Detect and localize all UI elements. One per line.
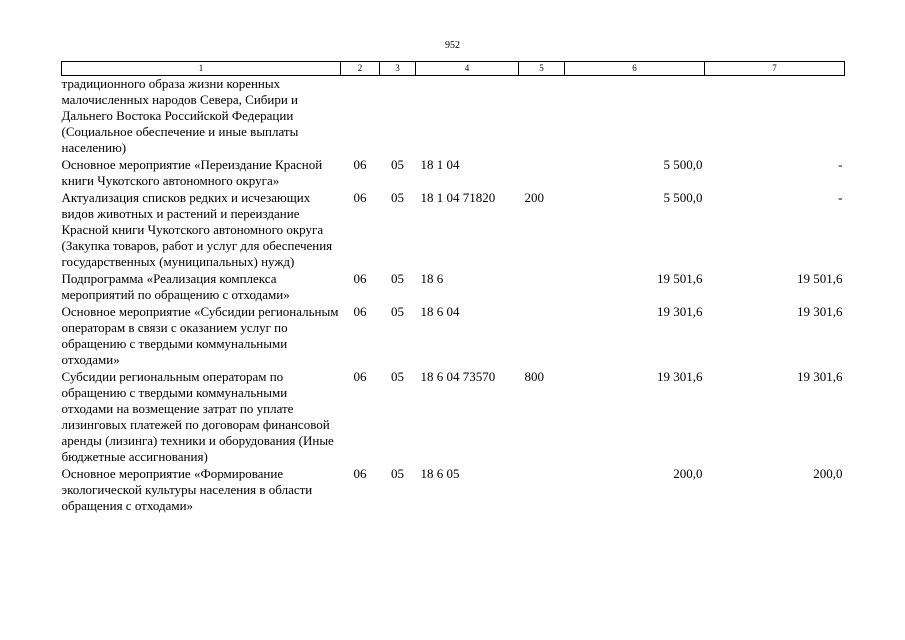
header-col-2: 2: [341, 62, 380, 76]
header-col-7: 7: [705, 62, 845, 76]
row-amount-col7: 19 301,6: [797, 369, 843, 384]
table-row: [62, 157, 845, 190]
row-subsection: 05: [391, 157, 404, 172]
row-amount-col6: 19 301,6: [657, 304, 703, 319]
row-expense-type: [519, 157, 565, 190]
row-subsection: 05: [391, 271, 404, 286]
table-header: [62, 62, 845, 76]
row-target-article: 18 6 04 73570: [420, 369, 496, 384]
row-subsection: 05: [391, 466, 404, 481]
row-section: 06: [353, 271, 367, 286]
row-target-article: 18 6: [420, 271, 444, 286]
row-expense-type: 800: [524, 369, 544, 384]
header-row: [62, 62, 845, 76]
row-amount-col7: -: [838, 157, 843, 172]
row-subsection: [380, 76, 416, 158]
row-amount-col6: 19 301,6: [657, 369, 703, 384]
page-number: 952: [445, 40, 460, 51]
row-section: 06: [353, 466, 367, 481]
row-subsection: 05: [391, 190, 404, 205]
row-section: 06: [353, 190, 367, 205]
row-amount-col6: 19 501,6: [657, 271, 703, 286]
row-target-article: 18 6 04: [420, 304, 460, 319]
row-target-article: 18 1 04: [420, 157, 460, 172]
row-subsection: 05: [391, 304, 404, 319]
row-amount-col7: 19 301,6: [797, 304, 843, 319]
row-section: 06: [353, 304, 367, 319]
table-body: [62, 76, 845, 516]
row-target-article: 18 6 05: [420, 466, 460, 481]
row-name: традиционного образа жизни коренных малочисленных народов Севера, Сибири и Дальнего Востока Российской Федерации (Социальное обеспечение и иные выплаты населению): [61, 76, 299, 155]
row-expense-type: [519, 76, 565, 158]
row-amount-col6: 200,0: [673, 466, 703, 481]
header-col-3: 3: [380, 62, 416, 76]
row-amount-col6: 5 500,0: [663, 190, 703, 205]
header-col-6: 6: [565, 62, 705, 76]
row-amount-col6: [565, 76, 705, 158]
row-section: [341, 76, 380, 158]
table-row: [62, 304, 845, 369]
row-target-article: [416, 76, 519, 158]
row-amount-col6: 5 500,0: [663, 157, 703, 172]
table-row: [62, 369, 845, 466]
row-name: Основное мероприятие «Формирование экологической культуры населения в области обращения с отходами»: [61, 466, 313, 513]
row-expense-type: [519, 304, 565, 369]
budget-table: [61, 61, 845, 515]
table-row: [62, 190, 845, 271]
row-expense-type: [519, 271, 565, 304]
row-expense-type: 200: [524, 190, 544, 205]
row-name: Основное мероприятие «Субсидии региональным операторам в связи с оказанием услуг по обращению с твердыми коммунальными отходами»: [61, 304, 339, 367]
row-name: Актуализация списков редких и исчезающих видов животных и растений и переиздание Красной книги Чукотского автономного округа (Закупка товаров, работ и услуг для обеспечения государственных (муниципальных) нужд): [61, 190, 333, 269]
row-target-article: 18 1 04 71820: [420, 190, 496, 205]
row-name: Субсидии региональным операторам по обращению с твердыми коммунальными отходами на возмещение затрат по уплате лизинговых платежей по договорам финансовой аренды (лизинга) техники и оборудования (Иные бюджетные ассигнования): [61, 369, 334, 464]
row-subsection: 05: [391, 369, 404, 384]
row-amount-col7: [705, 76, 845, 158]
table-row: [62, 271, 845, 304]
table-row: [62, 76, 845, 158]
row-section: 06: [353, 157, 367, 172]
row-section: 06: [353, 369, 367, 384]
row-expense-type: [519, 466, 565, 515]
header-col-5: 5: [519, 62, 565, 76]
row-amount-col7: -: [838, 190, 843, 205]
row-name: Основное мероприятие «Переиздание Красной книги Чукотского автономного округа»: [61, 157, 323, 188]
row-amount-col7: 200,0: [813, 466, 843, 481]
row-amount-col7: 19 501,6: [797, 271, 843, 286]
row-name: Подпрограмма «Реализация комплекса мероприятий по обращению с отходами»: [61, 271, 290, 302]
header-col-4: 4: [416, 62, 519, 76]
header-col-1: 1: [62, 62, 341, 76]
table-row: [62, 466, 845, 515]
